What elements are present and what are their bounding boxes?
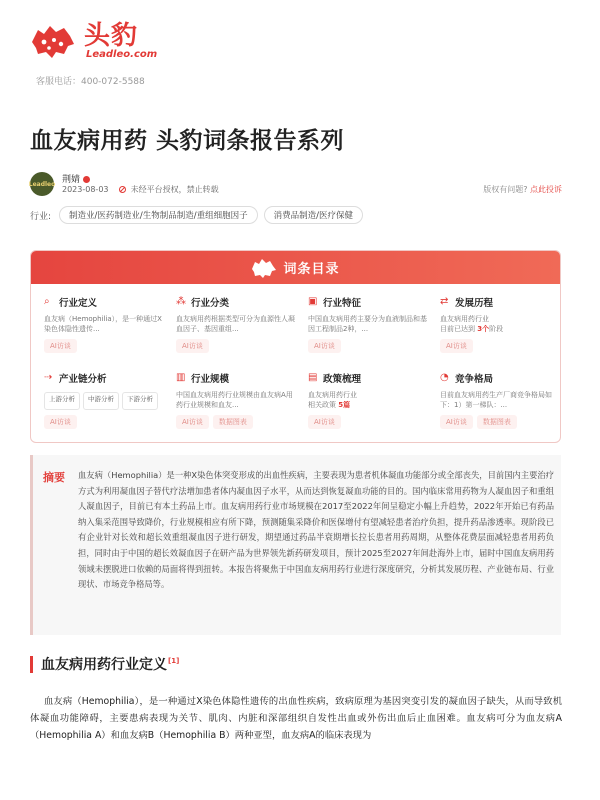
section-accent-bar [30, 656, 33, 673]
toc-item-title: 行业特征 [323, 298, 362, 309]
competition-icon: ◔ [440, 372, 449, 383]
author-name[interactable]: 荆婧 [62, 172, 90, 185]
industry-tags [30, 206, 369, 224]
rights-notice: 未经平台授权，禁止转载 [130, 185, 219, 194]
copyright-feedback [483, 184, 562, 195]
policy-icon: ▤ [308, 372, 318, 383]
ai-interview-button[interactable]: AI访谈 [44, 415, 77, 429]
section-heading [30, 655, 179, 673]
footnote-ref[interactable]: [1] [168, 657, 180, 666]
author-row [30, 172, 570, 196]
toc-item-desc: 中国血友病用药行业规模由血友病A用药行业规模和血友... [176, 391, 293, 409]
publish-date: 2023-08-03 [62, 185, 109, 194]
industry-tag[interactable]: 制造业/医药制造业/生物制品制造/重组细胞因子 [59, 206, 258, 224]
industry-label: 行业: [30, 211, 52, 222]
toc-item-title: 竞争格局 [455, 374, 494, 385]
ai-interview-button[interactable]: AI访谈 [176, 339, 209, 353]
toc-header [31, 251, 560, 284]
brand-domain: Leadleo.com [86, 49, 158, 60]
toc-item-desc: 血友病用药行业 目前已达到 3个阶段 [440, 315, 504, 333]
toc-item-title: 产业链分析 [59, 374, 107, 385]
definition-icon: ⌕ [44, 296, 50, 307]
toc-title: 词条目录 [283, 262, 340, 277]
feature-icon: ▣ [308, 296, 318, 307]
toc-item-policy[interactable] [308, 371, 428, 429]
industry-tag[interactable]: 消费品制造/医疗保健 [264, 206, 363, 224]
toc-item-title: 发展历程 [455, 298, 494, 309]
author-badge-icon [83, 176, 90, 183]
toc-item-title: 行业分类 [191, 298, 230, 309]
toc-item-features[interactable] [308, 295, 428, 353]
toc-item-title: 行业定义 [59, 298, 98, 309]
section-title: 血友病用药行业定义[1] [41, 657, 180, 673]
toc-item-desc: 血友病用药根据类型可分为血源性人凝血因子、基因重组... [176, 315, 295, 333]
toc-item-scale[interactable] [176, 371, 296, 429]
toc-item-chain[interactable] [44, 371, 164, 429]
toc-item-desc: 中国血友病用药主要分为血液制品和基因工程制品2种，... [308, 315, 427, 333]
ai-interview-button[interactable]: AI访谈 [308, 339, 341, 353]
ai-interview-button[interactable]: AI访谈 [44, 339, 77, 353]
leopard-logo-icon [30, 22, 76, 60]
abstract-box [30, 455, 561, 635]
downstream-chip[interactable]: 下游分析 [122, 392, 158, 410]
brand-name: 头豹 [84, 21, 139, 51]
publish-meta [62, 184, 219, 195]
chain-icon: ⇢ [44, 372, 53, 383]
feedback-prefix: 版权有问题? [483, 185, 528, 194]
no-reprint-icon [119, 186, 126, 193]
scale-icon: ▥ [176, 372, 186, 383]
table-of-contents [30, 250, 561, 443]
abstract-text: 血友病（Hemophilia）是一种X染色体突变形成的出血性疾病，主要表现为患者机体凝血功能部分或全部丧失，目前国内主要治疗方式为利用凝血因子替代疗法增加患者体内凝血因子水平，从而达到恢复凝血功能的目的。国内临床常用药物为人凝血因子和重组人凝血因子，目前已有本土药品上市。血友病用药行业市场规模在2017至2022年间呈稳定小幅上升趋势，2022年开始已有药品纳入集采范围导致降价，行业规模相应有所下降，预测随集采降价和医保增付有望减轻患者治疗负担，提升药品渗透率。现阶段已有企业针对长效和超长效重组凝血因子进行研发，期望通过药品半衰期增长拉长患者用药周期，从整体花费层面减轻患者用药负担，同时由于中国的超长效凝血因子在研产品为世界领先新药研发项目，预计2025至2027年间赴海外上市，届时中国血友病用药领域未摆脱进口依赖的局面将得到扭转。本报告将聚焦于中国血友病用药行业进行深度研究，分析其发展历程、产业链布局、行业现状、市场竞争格局等。 [78, 470, 554, 590]
toc-item-desc: 血友病（Hemophilia），是一种通过X染色体隐性遗传... [44, 315, 162, 333]
toc-item-desc: 血友病用药行业 相关政策 5篇 [308, 391, 357, 409]
abstract-label: 摘要 [43, 471, 65, 484]
logo[interactable] [30, 22, 157, 60]
toc-item-competition[interactable] [440, 371, 560, 429]
ai-interview-button[interactable]: AI访谈 [440, 415, 473, 429]
ai-interview-button[interactable]: AI访谈 [176, 415, 209, 429]
upstream-chip[interactable]: 上游分析 [44, 392, 80, 410]
toc-item-desc: 目前血友病用药生产厂商竞争格局如下：1）第一梯队：... [440, 391, 552, 409]
toc-item-history[interactable] [440, 295, 560, 353]
complaint-link[interactable]: 点此投诉 [530, 185, 562, 194]
toc-item-title: 行业规模 [191, 374, 230, 385]
classification-icon: ⁂ [176, 296, 186, 307]
avatar[interactable]: Leadleo [30, 172, 54, 196]
page-title: 血友病用药 头豹词条报告系列 [30, 128, 345, 154]
leopard-icon [251, 258, 277, 278]
ai-interview-button[interactable]: AI访谈 [440, 339, 473, 353]
toc-item-title: 政策梳理 [323, 374, 362, 385]
data-chart-button[interactable]: 数据图表 [213, 415, 253, 429]
customer-service-phone: 客服电话：400-072-5588 [36, 77, 145, 87]
toc-item-definition[interactable] [44, 295, 164, 353]
ai-interview-button[interactable]: AI访谈 [308, 415, 341, 429]
toc-item-classification[interactable] [176, 295, 296, 353]
history-icon: ⇄ [440, 296, 449, 307]
toc-grid [31, 284, 560, 442]
midstream-chip[interactable]: 中游分析 [83, 392, 119, 410]
data-chart-button[interactable]: 数据图表 [477, 415, 517, 429]
section-body: 血友病（Hemophilia），是一种通过X染色体隐性遗传的出血性疾病，致病原理为基因突变引发的凝血因子缺失，从而导致机体凝血功能障碍，主要患病表现为关节、肌肉、内脏和深部组织自发性出血或外伤出血后止血困难。血友病可分为血友病A（Hemophilia A）和血友病B（Hemophilia B）两种亚型，血友病A的临床表现为 [30, 696, 562, 741]
